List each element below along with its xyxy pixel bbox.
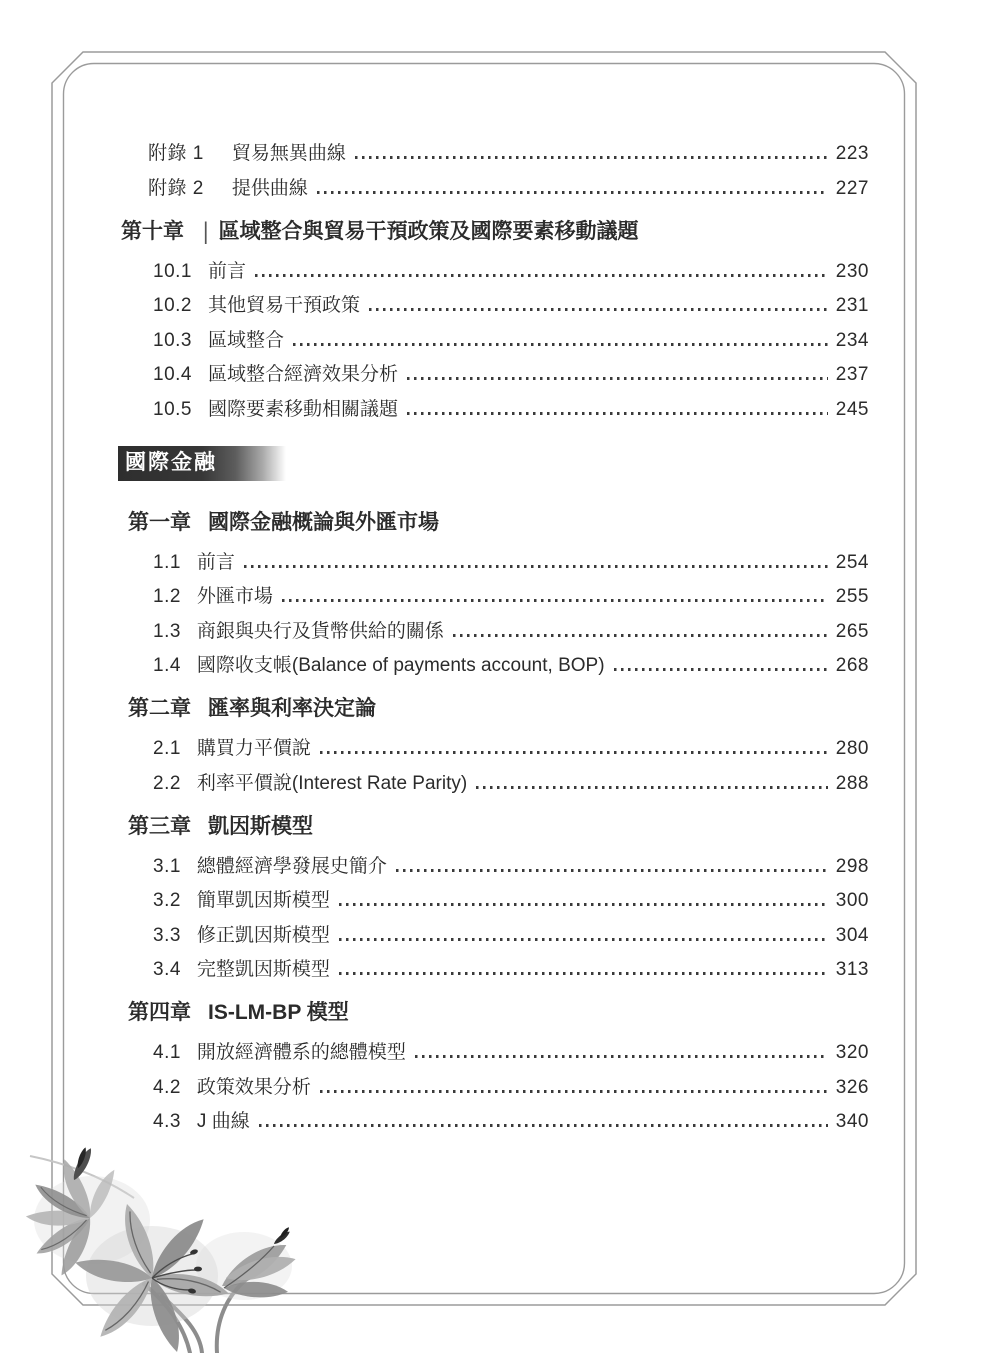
toc-entry-page: 304 [835, 924, 869, 946]
chapter-title: 匯率與利率決定論 [208, 697, 376, 720]
toc-entry-title: 前言 [196, 551, 235, 573]
chapter-number: 第十章 [121, 219, 184, 243]
toc-entry-page: 254 [835, 551, 869, 573]
dot-leader [453, 634, 828, 637]
toc-entry-number: 4.2 [153, 1076, 181, 1098]
dot-leader [282, 599, 828, 602]
lily-illustration [12, 1138, 302, 1353]
chapter-title: 區域整合與貿易干預政策及國際要素移動議題 [218, 219, 639, 243]
toc-entry-title: 修正凱因斯模型 [196, 924, 330, 946]
table-of-contents [121, 140, 869, 1143]
toc-entry-3-3 [153, 922, 869, 949]
toc-entry-4-2 [153, 1074, 869, 1101]
dot-leader [339, 903, 828, 906]
toc-entry-page: 265 [835, 620, 869, 642]
toc-entry-page: 320 [835, 1042, 869, 1063]
toc-entry-title: 區域整合 [207, 329, 284, 351]
toc-entry-10-4 [153, 361, 869, 388]
chapter-number: 第二章 [128, 697, 191, 720]
toc-entry-3-1 [153, 853, 869, 880]
toc-entry-title: 開放經濟體系的總體模型 [196, 1042, 406, 1063]
toc-entry-10-5 [153, 396, 869, 423]
toc-entry-title: 區域整合經濟效果分析 [207, 364, 398, 385]
toc-entry-page: 245 [835, 398, 869, 420]
dot-leader [259, 1124, 828, 1127]
toc-entry-title: J 曲線 [196, 1111, 250, 1132]
toc-entry-number: 3.4 [153, 959, 181, 980]
toc-entry-title: 政策效果分析 [196, 1076, 311, 1098]
toc-entry-number: 10.4 [153, 364, 192, 385]
toc-entry-title: 利率平價說(Interest Rate Parity) [196, 772, 468, 794]
toc-entry-10-3 [153, 327, 869, 354]
chapter-divider: | [203, 217, 209, 245]
dot-leader [255, 274, 828, 277]
toc-entry-number: 10.3 [153, 329, 192, 351]
toc-entry-title: 其他貿易干預政策 [207, 295, 360, 316]
toc-entry-number: 1.2 [153, 586, 181, 607]
toc-entry-number: 2.2 [153, 772, 181, 794]
part-banner-international-finance: 國際金融 [118, 446, 286, 481]
toc-entry-title: 國際收支帳(Balance of payments account, BOP) [196, 655, 605, 676]
toc-entry-page: 268 [835, 655, 869, 676]
toc-entry-page: 230 [835, 260, 869, 282]
toc-entry-title: 外匯市場 [196, 586, 273, 607]
dot-leader [320, 1090, 828, 1093]
dot-leader [407, 377, 828, 380]
toc-entry-2-2 [153, 770, 869, 797]
chapter-heading-3 [128, 812, 869, 842]
toc-entry-title: 提供曲線 [231, 177, 308, 199]
chapter-title: 國際金融概論與外匯市場 [208, 510, 439, 534]
chapter-number: 第三章 [128, 814, 191, 838]
toc-entry-number: 4.3 [153, 1111, 181, 1132]
chapter-title: IS-LM-BP 模型 [208, 1001, 349, 1024]
chapter-heading-4 [128, 998, 869, 1028]
toc-entry-number: 10.1 [153, 260, 192, 282]
toc-entry-title: 前言 [207, 260, 246, 282]
toc-entry-number: 1.1 [153, 551, 181, 573]
toc-entry-4-3 [153, 1108, 869, 1135]
dot-leader [355, 156, 828, 159]
dot-leader [339, 938, 828, 941]
toc-entry-page: 300 [835, 890, 869, 911]
toc-entry-page: 288 [835, 772, 869, 794]
dot-leader [320, 751, 828, 754]
toc-entry-1-2 [153, 583, 869, 610]
chapter-heading-2 [128, 694, 869, 724]
toc-entry-appendix-1 [148, 140, 869, 167]
chapter-heading-10 [121, 217, 869, 247]
toc-entry-number: 3.3 [153, 924, 181, 946]
dot-leader [293, 343, 828, 346]
toc-entry-3-2 [153, 887, 869, 914]
toc-entry-page: 227 [835, 177, 869, 199]
dot-leader [369, 308, 828, 311]
toc-entry-1-1 [153, 549, 869, 576]
toc-entry-page: 234 [835, 329, 869, 351]
toc-entry-1-4 [153, 652, 869, 679]
toc-entry-number: 3.1 [153, 855, 181, 877]
chapter-number: 第一章 [128, 510, 191, 534]
toc-entry-page: 280 [835, 738, 869, 759]
toc-entry-3-4 [153, 956, 869, 983]
toc-entry-number: 1.4 [153, 655, 181, 676]
toc-entry-title: 國際要素移動相關議題 [207, 398, 398, 420]
toc-entry-page: 255 [835, 586, 869, 607]
dot-leader [415, 1055, 828, 1058]
toc-entry-number: 3.2 [153, 890, 181, 911]
toc-entry-number: 10.5 [153, 398, 192, 420]
toc-entry-page: 298 [835, 855, 869, 877]
dot-leader [339, 972, 828, 975]
toc-entry-page: 237 [835, 364, 869, 385]
toc-entry-number: 10.2 [153, 295, 192, 316]
chapter-heading-1 [128, 508, 869, 538]
toc-entry-appendix-2 [148, 175, 869, 202]
toc-entry-label: 附錄 1 [148, 143, 204, 164]
toc-entry-title: 完整凱因斯模型 [196, 959, 330, 980]
dot-leader [317, 191, 828, 194]
dot-leader [476, 786, 828, 789]
dot-leader [244, 565, 828, 568]
toc-entry-page: 231 [835, 295, 869, 316]
toc-entry-page: 313 [835, 959, 869, 980]
chapter-number: 第四章 [128, 1001, 191, 1024]
toc-entry-number: 2.1 [153, 738, 181, 759]
toc-entry-10-2 [153, 292, 869, 319]
chapter-title: 凱因斯模型 [208, 814, 313, 838]
toc-entry-title: 商銀與央行及貨幣供給的關係 [196, 620, 444, 642]
toc-entry-4-1 [153, 1039, 869, 1066]
toc-entry-number: 4.1 [153, 1042, 181, 1063]
dot-leader [396, 869, 828, 872]
dot-leader [407, 412, 828, 415]
toc-entry-number: 1.3 [153, 620, 181, 642]
toc-entry-label: 附錄 2 [148, 177, 204, 199]
toc-entry-page: 223 [835, 143, 869, 164]
toc-entry-page: 340 [835, 1111, 869, 1132]
toc-entry-title: 簡單凱因斯模型 [196, 890, 330, 911]
toc-entry-2-1 [153, 735, 869, 762]
toc-entry-1-3 [153, 618, 869, 645]
toc-entry-title: 購買力平價說 [196, 738, 311, 759]
toc-entry-title: 貿易無異曲線 [231, 143, 346, 164]
toc-entry-page: 326 [835, 1076, 869, 1098]
dot-leader [614, 668, 828, 671]
toc-entry-title: 總體經濟學發展史簡介 [196, 855, 387, 877]
toc-entry-10-1 [153, 258, 869, 285]
